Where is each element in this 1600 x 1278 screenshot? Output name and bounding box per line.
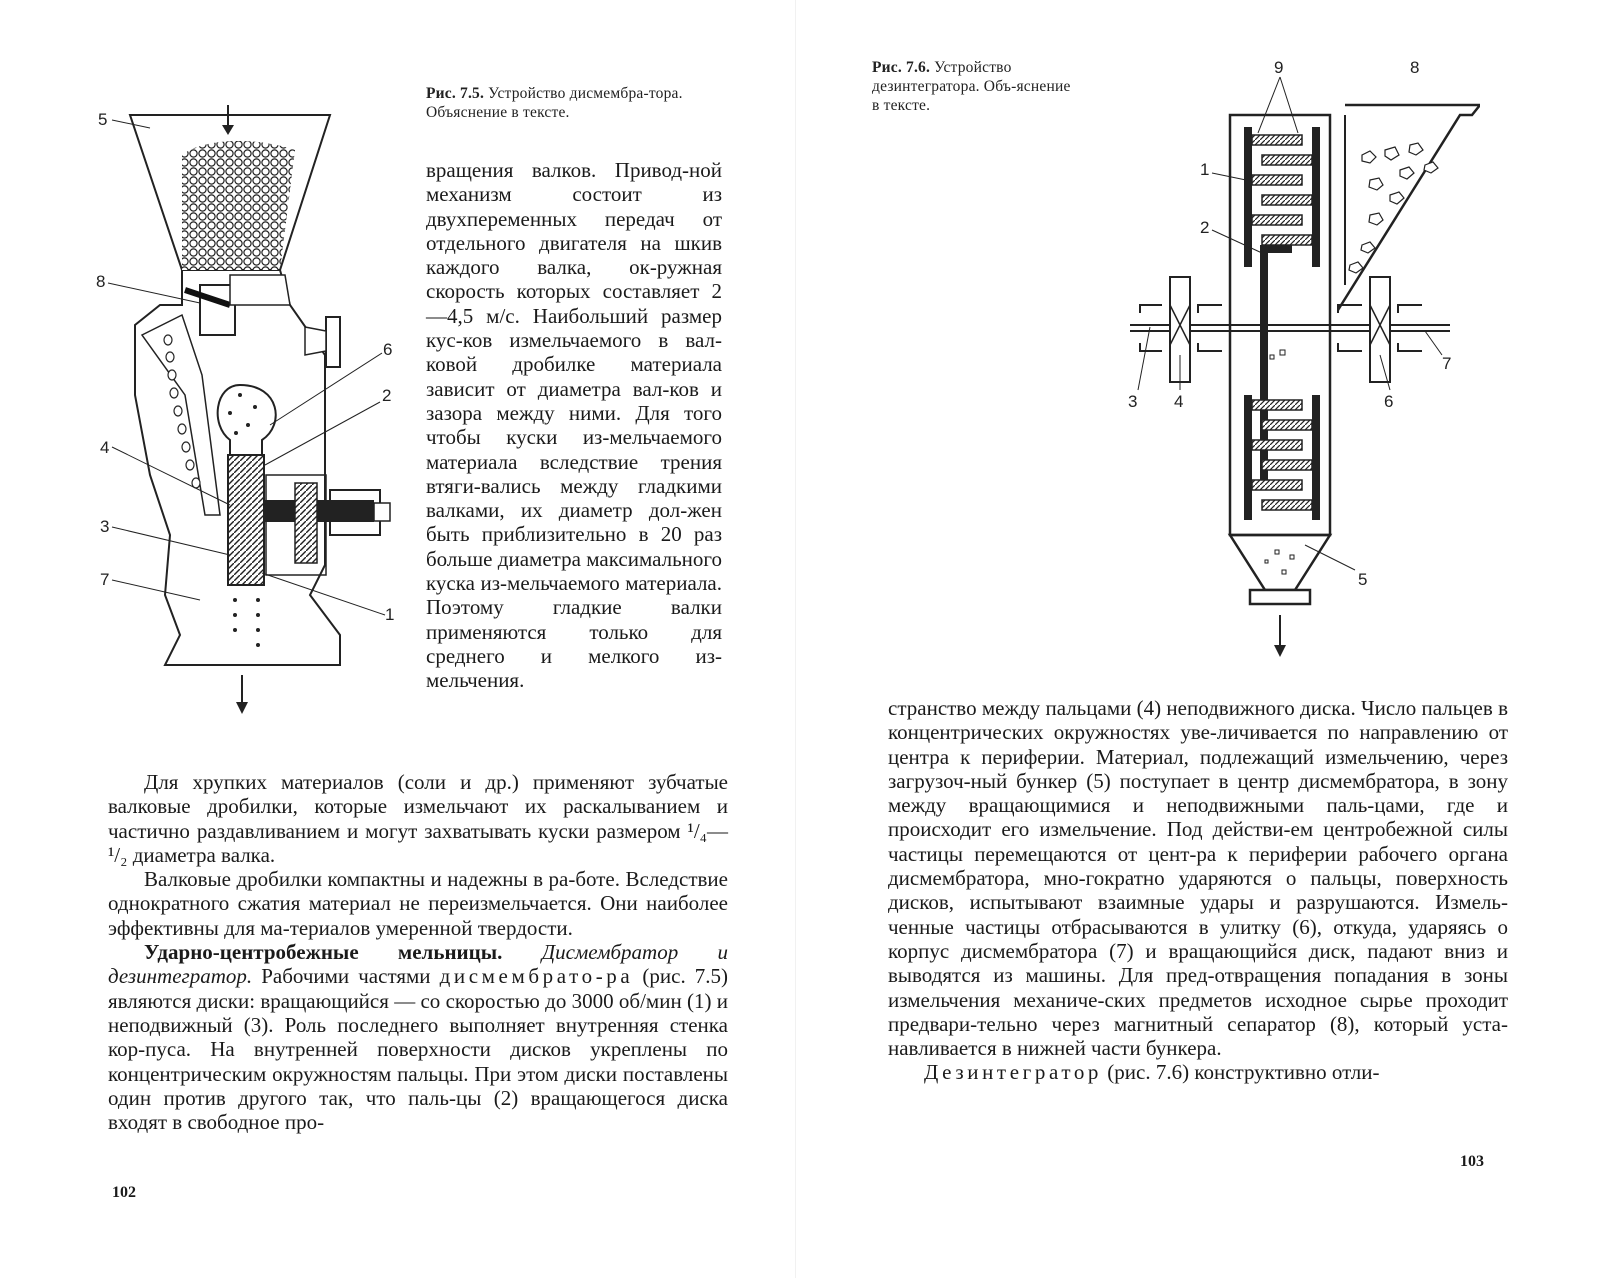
paragraph-continuation: странство между пальцами (4) неподвижного диска. Число пальцев в концентрических окружностях уве-личивается по направлению от центра к периферии. Материал, подлежащий измельчению, через загрузоч-ный бункер (5) поступает в центр дисмембратора, в зону между вращающимися и неподвижными паль-цами, где и происходит его измельчение. Под действи-ем центробежной силы частицы перемещаются от цент-ра к периферии рабочего органа дисмембратора, мно-гократно ударяются о пальцы, поверхность дисков, испытывают взаимные удары и разрушаются. Измель-ченные частицы отбрасываются в улитку (6), откуда, ударяясь о корпус дисмембратора (7) и вращающийся диск, падают вниз и выводятся из машины. Для пред-отвращения попадания в зоны измельчения механиче-ских предметов исходное сырье проходит предвари-тельно через магнитный сепаратор (8), который уста-навливается в нижней части бункера. (888, 696, 1508, 1061)
section-heading: Ударно-центробежные мельницы. (144, 940, 503, 965)
callout-5: 5 (1358, 570, 1368, 589)
right-body-text (888, 696, 1508, 1085)
figure-7-5 (90, 95, 420, 725)
spaced-term: Дезинтегратор (924, 1060, 1103, 1085)
narrow-column-paragraph: вращения валков. Привод-ной механизм состоит из двухпеременных передач от отдельного двигателя на шкив каждого валка, ок-ружная скорость которых составляет 2—4,5 м/с. Наибольший размер кус-ков измельчаемого в вал-ковой дробилке материала зависит от диаметра вал-ков и зазора между ними. Для того чтобы куски из-мельчаемого материала вследствие трения втяги-вались между гладкими валками, их диаметр дол-жен быть приблизительно в 20 раз больше диаметра максимального куска из-мельчаемого материала. Поэтому гладкие валки применяются только для среднего и мелкого из-мельчения. (426, 158, 722, 693)
page-gutter (795, 0, 796, 1278)
callout-4: 4 (100, 438, 110, 457)
callout-7: 7 (1442, 354, 1452, 373)
figure-7-6 (1100, 55, 1480, 665)
disintegrator-diagram (1100, 55, 1480, 665)
caption-text: Устройство дезинтегратора. Объ-яснение в тексте. (872, 59, 1071, 114)
paragraph-brittle-materials: Для хрупких материалов (соли и др.) применяют зубчатые валковые дробилки, которые измельчают их раскалыванием и частично раздавливанием и могут захватывать куски размером ¹/₄—¹/₂ диаметра валка. (108, 770, 728, 867)
page-number-right: 103 (1460, 1153, 1484, 1170)
paragraph-disintegrator (888, 1060, 1508, 1084)
callout-8: 8 (1410, 58, 1420, 77)
callout-3: 3 (100, 517, 110, 536)
right-page (800, 0, 1600, 1278)
page-number-left: 102 (112, 1184, 136, 1201)
dismembrator-diagram (90, 95, 420, 725)
paragraph-roll-crushers: Валковые дробилки компактны и надежны в ра-боте. Вследствие однократного сжатия материал не переизмельчается. Они наиболее эффективны для ма-териалов умеренной твердости. (108, 867, 728, 940)
callout-7: 7 (100, 570, 110, 589)
figure-7-5-caption (426, 84, 722, 122)
caption-text: Устройство дисмембра-тора. Объяснение в тексте. (426, 85, 683, 121)
figure-7-6-caption (872, 58, 1082, 115)
callout-9: 9 (1274, 58, 1284, 77)
paragraph-impact-mills (108, 940, 728, 1134)
narrow-column-text (426, 158, 722, 693)
left-page (0, 0, 790, 1278)
text-segment: (рис. 7.6) конструктивно отли- (1102, 1060, 1380, 1085)
callout-1: 1 (1200, 160, 1210, 179)
callout-5: 5 (98, 110, 108, 129)
callout-1: 1 (385, 605, 395, 624)
callout-8: 8 (96, 272, 106, 291)
callout-2: 2 (382, 386, 392, 405)
left-body-text (108, 770, 728, 1134)
callout-4: 4 (1174, 392, 1184, 411)
caption-label: Рис. 7.5. (426, 85, 485, 102)
callout-3: 3 (1128, 392, 1138, 411)
callout-6: 6 (1384, 392, 1394, 411)
callout-2: 2 (1200, 218, 1210, 237)
spaced-term: дисмембрато-ра (439, 964, 634, 989)
text-segment-a: Рабочими частями (252, 964, 440, 989)
caption-label: Рис. 7.6. (872, 59, 931, 76)
text-segment-b: (рис. 7.5) являются диски: вращающийся — со скоростью до 3000 об/мин (1) и неподвижный (3). Роль последнего выполняет внутренняя стенка кор-пуса. На внутренней поверхности дисков укреплены по концентрическим окружностям пальцы. При этом диски поставлены один против другого так, что паль-цы (2) вращающегося диска входят в свободное про- (108, 964, 729, 1135)
callout-6: 6 (383, 340, 393, 359)
italic-term: Дисмембратор и дезинтегратор. (108, 940, 729, 989)
